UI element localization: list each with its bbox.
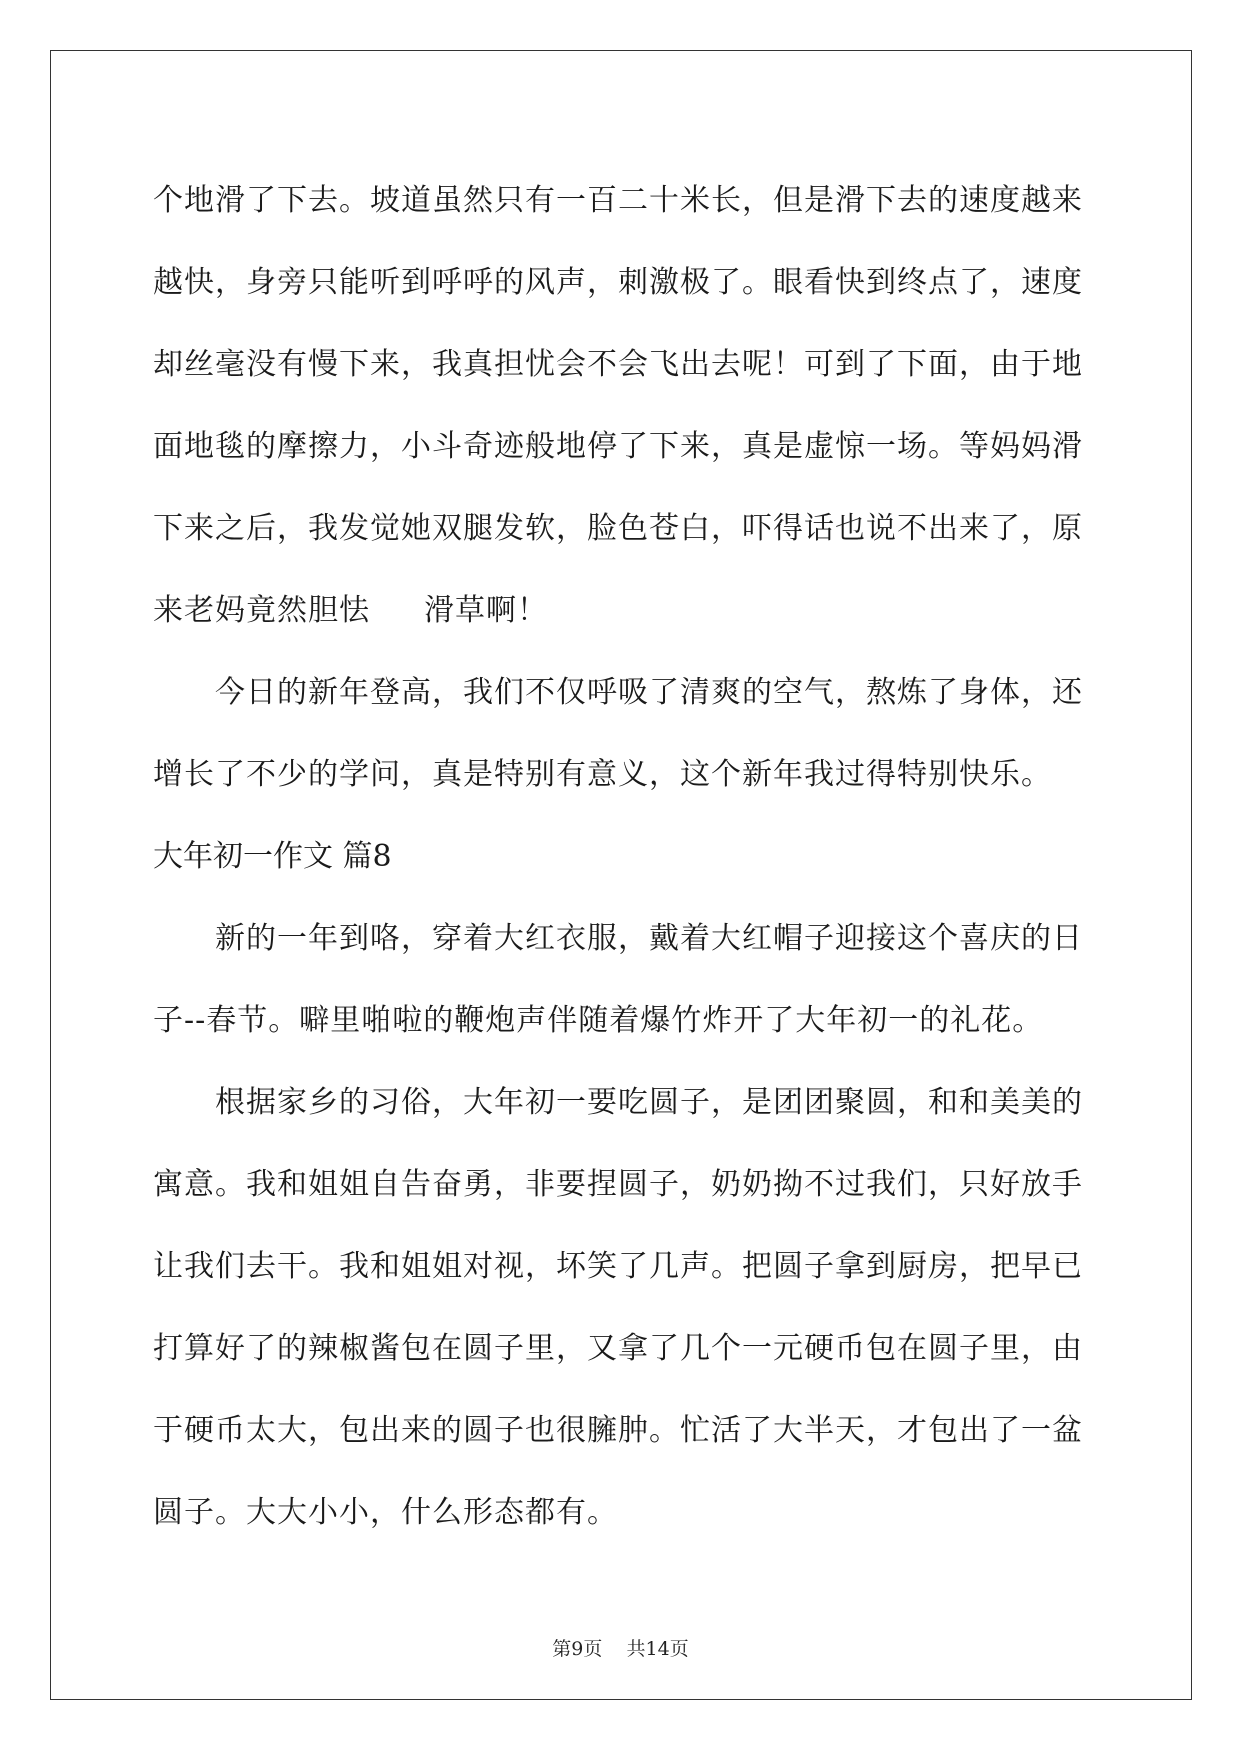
- paragraph-first-line: 根据家乡的习俗，大年初一要吃圆子，是团团聚圆，和和美美的: [215, 1085, 1083, 1120]
- text-line: 越快，身旁只能听到呼呼的风声，刺激极了。眼看快到终点了，速度: [153, 265, 1083, 300]
- text-line: 面地毯的摩擦力，小斗奇迹般地停了下来，真是虚惊一场。等妈妈滑: [153, 429, 1083, 464]
- document-body: [153, 160, 1093, 1554]
- text-fragment: 来老妈竟然胆怯: [153, 593, 370, 628]
- text-line: 于硬币太大，包出来的圆子也很臃肿。忙活了大半天，才包出了一盆: [153, 1413, 1083, 1448]
- page-footer: [0, 1634, 1241, 1661]
- section-heading: 大年初一作文 篇8: [153, 839, 392, 874]
- text-line: 让我们去干。我和姐姐对视，坏笑了几声。把圆子拿到厨房，把早已: [153, 1249, 1083, 1284]
- text-line: 子--春节。噼里啪啦的鞭炮声伴随着爆竹炸开了大年初一的礼花。: [153, 1003, 1044, 1038]
- text-line: 寓意。我和姐姐自告奋勇，非要捏圆子，奶奶拗不过我们，只好放手: [153, 1167, 1083, 1202]
- page-total: 共14页: [626, 1638, 689, 1660]
- paragraph-first-line: 今日的新年登高，我们不仅呼吸了清爽的空气，熬炼了身体，还: [215, 675, 1083, 710]
- text-line: 个地滑了下去。坡道虽然只有一百二十米长，但是滑下去的速度越来: [153, 183, 1083, 218]
- text-line: 却丝毫没有慢下来，我真担忧会不会飞出去呢！可到了下面，由于地: [153, 347, 1083, 382]
- text-line: [153, 570, 1093, 652]
- text-line: 下来之后，我发觉她双腿发软，脸色苍白，吓得话也说不出来了，原: [153, 511, 1083, 546]
- text-line: 打算好了的辣椒酱包在圆子里，又拿了几个一元硬币包在圆子里，由: [153, 1331, 1083, 1366]
- text-fragment: 滑草啊！: [424, 593, 548, 628]
- paragraph-first-line: 新的一年到咯，穿着大红衣服，戴着大红帽子迎接这个喜庆的日: [215, 921, 1083, 956]
- text-line: 增长了不少的学问，真是特别有意义，这个新年我过得特别快乐。: [153, 757, 1052, 792]
- page-number: 第9页: [552, 1638, 603, 1660]
- text-line: 圆子。大大小小，什么形态都有。: [153, 1495, 618, 1530]
